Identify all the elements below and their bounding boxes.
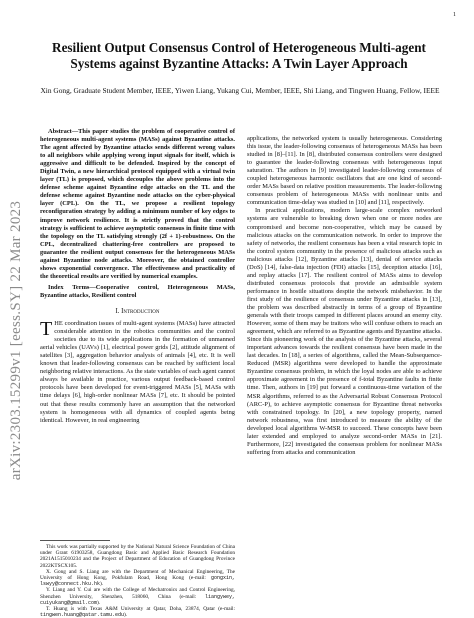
right-column bbox=[247, 135, 442, 457]
section-heading-introduction: I. Introduction bbox=[115, 307, 160, 315]
page-number: 1 bbox=[453, 12, 456, 18]
footnotes bbox=[40, 540, 235, 618]
author-list: Xin Gong, Graduate Student Member, IEEE, Yiwen Liang, Yukang Cui, Member, IEEE, Shi Liang, and Tingwen Huang, Fellow, IEEE bbox=[40, 86, 440, 95]
email-link[interactable]: tingwen.huang@qatar.tamu.edu bbox=[40, 612, 125, 618]
email-link[interactable]: liangywey, cuiyukang@gmail.com bbox=[40, 593, 235, 606]
arxiv-id: arXiv:2303.15299v1 [eess.SY] 22 Mar 2023 bbox=[8, 200, 25, 480]
drop-cap: T bbox=[40, 318, 53, 341]
body-paragraph-2: In practical applications, modern large-scale complex networked systems are vulnerable to breaking down when one or more nodes are compromised and become non-cooperative, which may be caused by malicious attacks on the communication network. In order to improve the safety of networks, the resilient consensus has been a vital research topic in the control system community in the presence of malicious attacks such as malicious attacks [12], Byzantine attacks [13], denial of service attacks (DoS) [14], false-data injection (FDI) attacks [15], deception attacks [16], and replay attacks [17]. The resilient control of MASs aims to develop distributed consensus protocols that provide an admissible system performance in hostile situations despite the network misbehavior. In the first study of the resilience of consensus under Byzantine attacks in [13], the problem was described abstractly in terms of a group of Byzantine generals with their troops camped in different places around an enemy city. However, some of them may be traitors who will confuse others to reach an agreement, which are referred to as Byzantine agents and Byzantine attacks. Since this pioneering work of the analysis of the Byzantine attacks, several important advances towards the resilient consensus have been made in the last decades. In [18], a series of algorithms, called the Mean-Subsequence-Reduced (MSR) algorithms were developed to handle the approximate Byzantine consensus problem, in which the loyal nodes are able to achieve approximate agreement in the presence of f-total Byzantine faults in finite time. Then, authors in [19] put forward a continuous-time variation of the MSR algorithms, referred to as the Adversarial Robust Consensus Protocol (ARC-P), to achieve asymptotic consensus for Byzantine threat networks with constrained topology. In [20], a new topology property, named network robustness, was first introduced to measure the ability of the developed local algorithms W-MSR to succeed. These concepts have been later extended and employed to analyze second-order MASs in [21]. Furthermore, [22] investigated the consensus problem for nonlinear MASs suffering from attacks and communication bbox=[247, 207, 442, 456]
footnote-gong-liang: X. Gong and S. Liang are with the Department of Mechanical Engineering, The University of Hong Kong, Pokfulam Road, Hong Kong (e-mail: gongxin, lswyy@connect.hku.hk). bbox=[40, 568, 235, 588]
introduction-text: HE coordination issues of multi-agent systems (MASs) have attracted considerable attention in the robotics communities and the control societies due to its wide applications in the formation of unmanned aerial vehicles (UAVs) [1], electrical power grids [2], attitude alignment of satellites [3], aggregation behavior analysis of animals [4], etc. It is well known that leader-following consensus can be reached by sufficient local neighboring relative interactions. As the state variables of each agent cannot always be available in practice, various output feedback-based control protocols have been developed for event-triggered MASs [5], MASs with time delays [6], high-order nonlinear MASs [7], etc. It should be pointed out that these results commonly have an assumption that the networked system is homogeneous with all dynamics of coupled agents being identical. However, in real engineering bbox=[40, 320, 235, 424]
footnote-divider bbox=[40, 540, 110, 541]
footnote-liang-cui: Y. Liang and Y. Cui are with the College of Mechatronics and Control Engineering, Shenzhen University, Shenzhen, 518060, China (e-mail: liangywey, cuiyukang@gmail.com). bbox=[40, 587, 235, 606]
abstract: Abstract—This paper studies the problem of cooperative control of heterogeneous multi-agent systems (MASs) against Byzantine attacks. The agent affected by Byzantine attacks sends different wrong values to all neighbors while applying wrong input signals for itself, which is aggressive and difficult to be defended. Inspired by the concept of Digital Twin, a new hierarchical protocol equipped with a virtual twin layer (TL) is proposed, which decouples the above problems into the defense scheme against Byzantine edge attacks on the TL and the defense scheme against Byzantine node attacks on the cyber-physical layer (CPL). On the TL, we propose a resilient topology reconfiguration strategy by adding a minimum number of key edges to improve network resilience. It is strictly proved that the control strategy is sufficient to achieve asymptotic consensus in finite time with the topology on the TL satisfying strongly (2f + 1)-robustness. On the CPL, decentralized chattering-free controllers are proposed to guarantee the resilient output consensus for the heterogeneous MASs against Byzantine node attacks. Moreover, the obtained controller shows exponential convergence. The effectiveness and practicality of the theoretical results are verified by numerical examples. bbox=[40, 128, 235, 280]
paper-title: Resilient Output Consensus Control of Heterogeneous Multi-agent Systems against Byzantine Attacks: A Twin Layer Approach bbox=[52, 40, 426, 71]
left-column bbox=[40, 128, 235, 425]
index-terms: Index Terms—Cooperative control, Heterogeneous MASs, Byzantine attacks, Resilient control bbox=[40, 283, 235, 299]
footnote-huang: T. Huang is with Texas A&M University at Qatar, Doha, 23874, Qatar (e-mail: tingwen.huang@qatar.tamu.edu). bbox=[40, 606, 235, 618]
email-link[interactable]: gongxin, lswyy@connect.hku.hk bbox=[40, 575, 235, 588]
footnote-funding: This work was partially supported by the National Natural Science Foundation of China under Grant 61903258, Guangdong Basic and Applied Basic Research Foundation 2021A1515010234 and the Project of Department of Education of Guangdong Province 2022KTSCX105. bbox=[40, 544, 235, 569]
introduction-paragraph bbox=[40, 320, 235, 425]
body-paragraph-1: applications, the networked system is usually heterogeneous. Considering this issue, the leader-following consensus of heterogeneous MASs has been studied in [8]–[11]. In [8], distributed consensus controllers were designed to guarantee the leader-following consensus with heterogeneous input saturation. The authors in [9] investigated leader-following consensus of coupled heterogeneous harmonic oscillators that are one kind of second-order MASs based on relative position measurements. The leader-following consensus problem of heterogeneous MASs with nonlinear units and communication time-delay was studied in [10] and [11], respectively. bbox=[247, 135, 442, 207]
arxiv-watermark bbox=[4, 140, 30, 540]
